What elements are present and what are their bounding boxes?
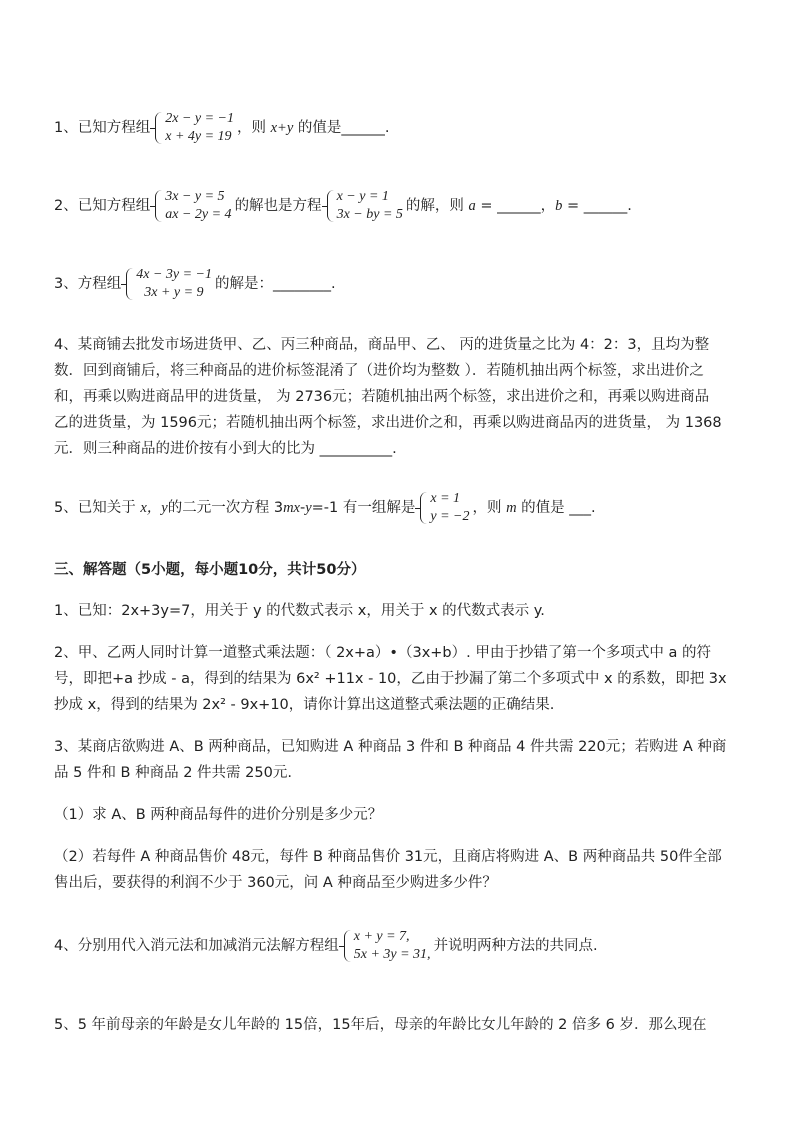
- q3-equation-1: 4x − 3y = −1: [136, 267, 213, 282]
- q5-solution-system: [418, 490, 469, 526]
- section-heading: 三、解答题（5小题，每小题10分，共计50分）: [54, 562, 366, 578]
- solve-question-4: [54, 928, 598, 964]
- q3-tail: 的解是：________.: [215, 276, 336, 292]
- s3-2-line: 售出后，要获得的利润不少于 360元，问 A 种商品至少购进多少件？: [54, 875, 497, 891]
- q2-number-text: 2、已知方程组: [54, 198, 151, 214]
- q2-var-a: a: [468, 198, 476, 214]
- q5-equation-2: y = −2: [430, 509, 470, 524]
- q2-var-b: b: [555, 198, 563, 214]
- q2-equation-1: 3x − y = 5: [165, 189, 225, 204]
- s4-equation-system: [342, 928, 431, 964]
- fill-question-1: [54, 110, 390, 146]
- q5-mid3: =-1 有一组解是: [311, 500, 416, 516]
- q2-mid-text: 的解也是方程: [234, 198, 322, 214]
- s4-head: 4、分别用代入消元法和加减消元法解方程组: [54, 938, 339, 954]
- q3-number-text: 3、方程组: [54, 276, 122, 292]
- q5-mx: mx: [283, 500, 300, 516]
- q5-mid: 的二元一次方程 3: [167, 500, 284, 516]
- fill-question-3: [54, 266, 336, 302]
- q5-m: m: [506, 500, 517, 516]
- q5-tail-a: ，则: [472, 500, 507, 516]
- q5-vars: x，y: [140, 500, 168, 516]
- q4-line: 乙的进货量，为 1596元；若随机抽出两个标签，求出进价之和，再乘以购进商品丙的进货量， 为 1368: [54, 415, 722, 431]
- q2-tail-a: 的解，则: [405, 198, 469, 214]
- q1-equation-1: 2x − y = −1: [165, 111, 235, 126]
- q2-equation-2: ax − 2y = 4: [165, 207, 232, 222]
- q2-equation-system-2: [325, 188, 403, 224]
- s4-equation-1: x + y = 7,: [353, 929, 410, 944]
- q2-equation-3: x − y = 1: [336, 189, 389, 204]
- s3-line: 品 5 件和 B 种商品 2 件共需 250元.: [54, 765, 292, 781]
- s2-line: 2、甲、乙两人同时计算一道整式乘法题：（ 2x+a）•（3x+b）. 甲由于抄错了第一个多项式中 a 的符: [54, 645, 711, 661]
- q1-equation-system: [153, 110, 234, 146]
- fill-question-4: [54, 332, 744, 462]
- q5-mid2: -: [299, 500, 306, 516]
- q2-tail-c: = ______.: [562, 198, 632, 214]
- q1-tail-b: 的值是______.: [293, 120, 390, 136]
- s3-2-line: （2）若每件 A 种商品售价 48元，每件 B 种商品售价 31元，且商店将购进 A、B 两种商品共 50件全部: [54, 849, 722, 865]
- q1-expression: x+y: [270, 120, 294, 136]
- q4-line: 4、某商铺去批发市场进货甲、乙、丙三种商品，商品甲、乙、 丙的进货量之比为 4：2：3，且均为整: [54, 337, 710, 353]
- s3-line: 3、某商店欲购进 A、B 两种商品，已知购进 A 种商品 3 件和 B 种商品 4 件共需 220元；若购进 A 种商: [54, 739, 727, 755]
- q3-equation-2: 3x + y = 9: [144, 285, 204, 300]
- s2-line: 号，即把+a 抄成 - a，得到的结果为 6x² +11x - 10，乙由于抄漏了第二个多项式中 x 的系数，即把 3x: [54, 671, 727, 687]
- q2-equation-system-1: [153, 188, 231, 224]
- s2-line: 抄成 x，得到的结果为 2x² - 9x+10，请你计算出这道整式乘法题的正确结果.: [54, 697, 555, 713]
- q5-tail-b: 的值是 ___.: [516, 500, 596, 516]
- q2-equation-4: 3x − by = 5: [336, 207, 403, 222]
- solve-question-3-part-2: [54, 844, 744, 896]
- q5-head: 5、已知关于: [54, 500, 141, 516]
- q4-line: 数．回到商铺后，将三种商品的进价标签混淆了（进价均为整数 ）．若随机抽出两个标签，求出进价之: [54, 363, 704, 379]
- q2-tail-b: = ______，: [475, 198, 556, 214]
- fill-question-2: [54, 188, 632, 224]
- q5-equation-1: x = 1: [430, 491, 461, 506]
- s4-tail: 并说明两种方法的共同点.: [433, 938, 598, 954]
- solve-question-1: 1、已知：2x+3y=7，用关于 y 的代数式表示 x，用关于 x 的代数式表示 y.: [54, 603, 545, 619]
- fill-question-5: [54, 490, 596, 526]
- q5-y: y: [305, 500, 312, 516]
- q1-equation-2: x + 4y = 19: [165, 129, 232, 144]
- solve-question-3: [54, 734, 744, 786]
- q4-line: 和，再乘以购进商品甲的进货量， 为 2736元；若随机抽出两个标签，求出进价之和，再乘以购进商品: [54, 389, 710, 405]
- q3-equation-system: [124, 266, 212, 302]
- q1-number-text: 1、已知方程组: [54, 120, 151, 136]
- q4-line: 元．则三种商品的进价按有小到大的比为 __________.: [54, 441, 397, 457]
- solve-question-2: [54, 640, 744, 718]
- solve-question-3-part-1: （1）求 A、B 两种商品每件的进价分别是多少元？: [54, 807, 383, 823]
- s4-equation-2: 5x + 3y = 31,: [353, 947, 431, 962]
- solve-question-5: 5、5 年前母亲的年龄是女儿年龄的 15倍，15年后，母亲的年龄比女儿年龄的 2 倍多 6 岁．那么现在: [54, 1017, 707, 1033]
- q1-tail-a: ，则: [237, 120, 271, 136]
